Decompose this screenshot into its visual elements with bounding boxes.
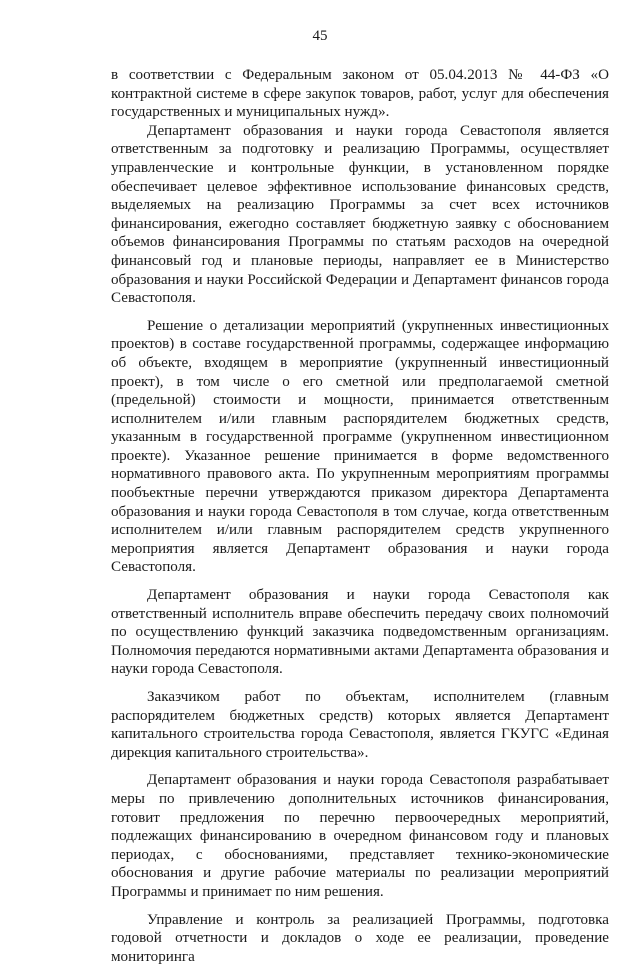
page-number: 45 bbox=[312, 28, 328, 44]
paragraph-2: Департамент образования и науки города Севастополя является ответственным за подготовку и реализацию Программы, осуществляет управленческие и контрольные функции, в установленном порядке обеспечивает целевое эффективное использование финансовых средств, выделяемых на реализацию Программы за счет всех источников финансирования, ежегодно составляет бюджетную заявку с обоснованием объемов финансирования Программы по статьям расходов на очередной финансовый год и плановые периоды, направляет ее в Министерство образования и науки Российской Федерации и Департамент финансов города Севастополя. bbox=[111, 122, 609, 307]
paragraph-5: Заказчиком работ по объектам, исполнителем (главным распорядителем бюджетных средств) которых является Департамент капитального строительства города Севастополя, является ГКУГС «Единая дирекция капитального строительства». bbox=[111, 689, 609, 761]
paragraph-7: Управление и контроль за реализацией Программы, подготовка годовой отчетности и докладов о ходе ее реализации, проведение мониторинга bbox=[111, 911, 609, 965]
paragraph-6: Департамент образования и науки города Севастополя разрабатывает меры по привлечению дополнительных источников финансирования, готовит предложения по перечню первоочередных мероприятий, подлежащих финансированию в очередном финансовом году и плановых периодах, с обоснованиями, представляет технико-экономические обоснования и другие рабочие материалы по реализации мероприятий Программы и принимает по ним решения. bbox=[111, 772, 609, 900]
paragraph-3: Решение о детализации мероприятий (укрупненных инвестиционных проектов) в составе государственной программы, содержащее информацию об объекте, входящем в мероприятие (укрупненный инвестиционный проект), в том числе о его сметной или предполагаемой сметной (предельной) стоимости и мощности, принимается ответственным исполнителем и/или главным распорядителем бюджетных средств, указанным в государственной программе (укрупненном инвестиционном проекте). Указанное решение принимается в форме ведомственного нормативного правового акта. По укрупненным мероприятиям программы пообъектные перечни утверждаются приказом директора Департамента образования и науки города Севастополя в том случае, когда ответственным исполнителем и/или главным распорядителем средств укрупненного мероприятия является Департамент образования и науки города Севастополя. bbox=[111, 317, 609, 576]
document-body bbox=[111, 66, 609, 966]
paragraph-1: в соответствии с Федеральным законом от 05.04.2013 № 44-ФЗ «О контрактной системе в сфере закупок товаров, работ, услуг для обеспечения государственных и муниципальных нужд». bbox=[111, 67, 609, 121]
paragraph-4: Департамент образования и науки города Севастополя как ответственный исполнитель вправе обеспечить передачу своих полномочий по осуществлению функций заказчика подведомственным организациям. Полномочия передаются нормативными актами Департамента образования и науки города Севастополя. bbox=[111, 587, 609, 678]
